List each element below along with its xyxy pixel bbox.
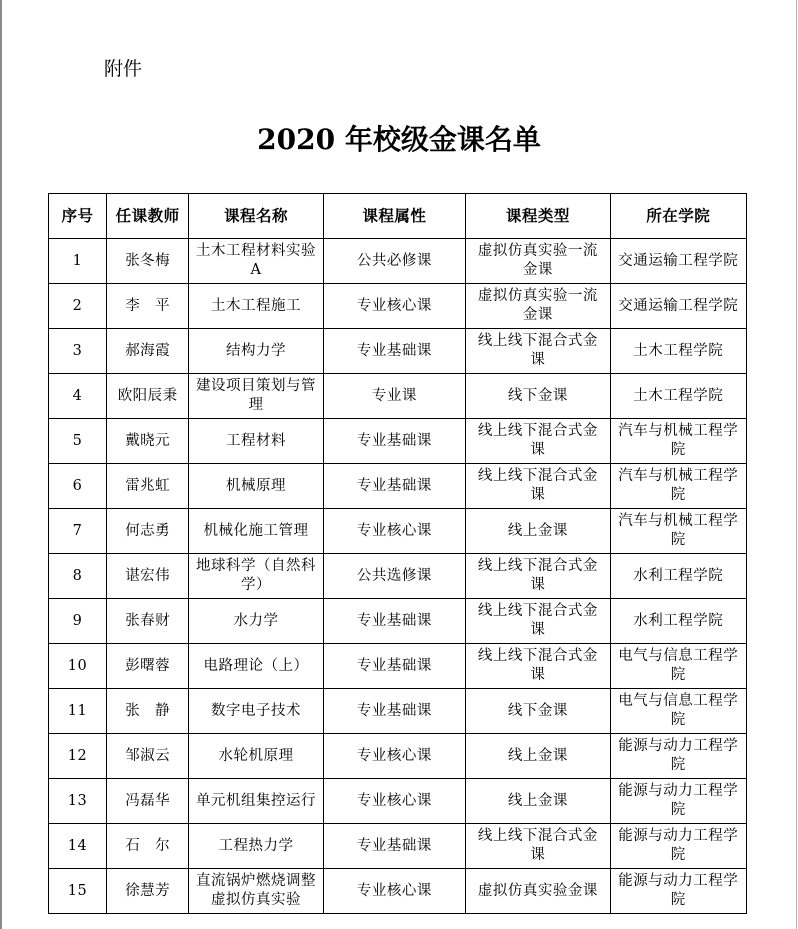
table-header-row <box>49 194 747 239</box>
cell-course-type: 线上线下混合式金课 <box>466 824 610 869</box>
cell-course-attribute: 专业核心课 <box>323 869 465 914</box>
table-row <box>49 464 747 509</box>
cell-course-attribute: 专业课 <box>323 374 465 419</box>
table-row <box>49 329 747 374</box>
cell-course-attribute: 专业基础课 <box>323 329 465 374</box>
table-row <box>49 824 747 869</box>
cell-course-attribute: 专业核心课 <box>323 734 465 779</box>
cell-teacher: 欧阳辰秉 <box>106 374 188 419</box>
header-teacher: 任课教师 <box>106 194 188 239</box>
cell-course-type: 线上金课 <box>466 734 610 779</box>
cell-college: 土木工程学院 <box>610 329 746 374</box>
table-row <box>49 239 747 284</box>
cell-index: 9 <box>49 599 107 644</box>
cell-index: 7 <box>49 509 107 554</box>
cell-course-type: 线上线下混合式金课 <box>466 464 610 509</box>
cell-college: 水利工程学院 <box>610 599 746 644</box>
cell-teacher: 张冬梅 <box>106 239 188 284</box>
cell-college: 电气与信息工程学院 <box>610 644 746 689</box>
cell-course-name: 水力学 <box>189 599 323 644</box>
cell-course-name: 机械原理 <box>189 464 323 509</box>
table-row <box>49 419 747 464</box>
cell-college: 能源与动力工程学院 <box>610 734 746 779</box>
cell-teacher: 李 平 <box>106 284 188 329</box>
header-course-type: 课程类型 <box>466 194 610 239</box>
table-row <box>49 509 747 554</box>
cell-course-name: 电路理论（上） <box>189 644 323 689</box>
cell-teacher: 邹淑云 <box>106 734 188 779</box>
cell-course-attribute: 公共选修课 <box>323 554 465 599</box>
cell-index: 12 <box>49 734 107 779</box>
cell-teacher: 戴晓元 <box>106 419 188 464</box>
table-row <box>49 869 747 914</box>
cell-course-type: 线上金课 <box>466 779 610 824</box>
cell-college: 水利工程学院 <box>610 554 746 599</box>
cell-course-attribute: 专业基础课 <box>323 689 465 734</box>
table-row <box>49 284 747 329</box>
cell-index: 10 <box>49 644 107 689</box>
cell-college: 交通运输工程学院 <box>610 239 746 284</box>
cell-college: 能源与动力工程学院 <box>610 779 746 824</box>
cell-index: 1 <box>49 239 107 284</box>
cell-course-name: 土木工程材料实验 A <box>189 239 323 284</box>
cell-index: 4 <box>49 374 107 419</box>
cell-course-attribute: 专业基础课 <box>323 824 465 869</box>
cell-teacher: 雷兆虹 <box>106 464 188 509</box>
header-course-attribute: 课程属性 <box>323 194 465 239</box>
header-index: 序号 <box>49 194 107 239</box>
header-college: 所在学院 <box>610 194 746 239</box>
cell-college: 土木工程学院 <box>610 374 746 419</box>
cell-teacher: 张 静 <box>106 689 188 734</box>
cell-index: 13 <box>49 779 107 824</box>
cell-course-name: 工程热力学 <box>189 824 323 869</box>
cell-index: 2 <box>49 284 107 329</box>
cell-course-name: 直流锅炉燃烧调整虚拟仿真实验 <box>189 869 323 914</box>
cell-college: 能源与动力工程学院 <box>610 824 746 869</box>
table-body <box>49 239 747 914</box>
cell-course-name: 工程材料 <box>189 419 323 464</box>
cell-course-attribute: 专业核心课 <box>323 779 465 824</box>
header-course-name: 课程名称 <box>189 194 323 239</box>
golden-course-table <box>48 193 747 914</box>
cell-teacher: 谌宏伟 <box>106 554 188 599</box>
document-title: 2020 年校级金课名单 <box>257 123 541 156</box>
cell-teacher: 何志勇 <box>106 509 188 554</box>
cell-index: 3 <box>49 329 107 374</box>
cell-teacher: 石 尔 <box>106 824 188 869</box>
cell-index: 8 <box>49 554 107 599</box>
cell-course-name: 数字电子技术 <box>189 689 323 734</box>
cell-college: 汽车与机械工程学院 <box>610 509 746 554</box>
cell-course-type: 虚拟仿真实验一流金课 <box>466 239 610 284</box>
cell-course-type: 虚拟仿真实验一流金课 <box>466 284 610 329</box>
cell-college: 汽车与机械工程学院 <box>610 419 746 464</box>
attachment-label: 附件 <box>104 58 143 80</box>
table-row <box>49 374 747 419</box>
cell-course-type: 线上金课 <box>466 509 610 554</box>
cell-college: 能源与动力工程学院 <box>610 869 746 914</box>
cell-course-name: 水轮机原理 <box>189 734 323 779</box>
cell-index: 11 <box>49 689 107 734</box>
cell-course-type: 虚拟仿真实验金课 <box>466 869 610 914</box>
cell-course-type: 线上线下混合式金课 <box>466 419 610 464</box>
cell-course-type: 线下金课 <box>466 689 610 734</box>
cell-course-attribute: 公共必修课 <box>323 239 465 284</box>
cell-teacher: 郝海霞 <box>106 329 188 374</box>
table-row <box>49 779 747 824</box>
cell-course-type: 线上线下混合式金课 <box>466 329 610 374</box>
cell-college: 汽车与机械工程学院 <box>610 464 746 509</box>
cell-course-name: 地球科学（自然科学） <box>189 554 323 599</box>
cell-teacher: 徐慧芳 <box>106 869 188 914</box>
cell-course-name: 机械化施工管理 <box>189 509 323 554</box>
cell-course-attribute: 专业基础课 <box>323 644 465 689</box>
cell-index: 15 <box>49 869 107 914</box>
cell-course-attribute: 专业基础课 <box>323 464 465 509</box>
cell-index: 6 <box>49 464 107 509</box>
cell-course-name: 结构力学 <box>189 329 323 374</box>
cell-course-attribute: 专业基础课 <box>323 599 465 644</box>
cell-course-attribute: 专业基础课 <box>323 419 465 464</box>
table-row <box>49 644 747 689</box>
cell-teacher: 彭曙蓉 <box>106 644 188 689</box>
cell-course-attribute: 专业核心课 <box>323 509 465 554</box>
cell-index: 5 <box>49 419 107 464</box>
cell-course-type: 线下金课 <box>466 374 610 419</box>
cell-index: 14 <box>49 824 107 869</box>
cell-course-type: 线上线下混合式金课 <box>466 554 610 599</box>
cell-college: 电气与信息工程学院 <box>610 689 746 734</box>
cell-teacher: 冯磊华 <box>106 779 188 824</box>
table-row <box>49 599 747 644</box>
cell-course-attribute: 专业核心课 <box>323 284 465 329</box>
cell-course-type: 线上线下混合式金课 <box>466 644 610 689</box>
table-row <box>49 689 747 734</box>
table-row <box>49 554 747 599</box>
cell-college: 交通运输工程学院 <box>610 284 746 329</box>
cell-course-type: 线上线下混合式金课 <box>466 599 610 644</box>
cell-course-name: 单元机组集控运行 <box>189 779 323 824</box>
cell-course-name: 土木工程施工 <box>189 284 323 329</box>
cell-course-name: 建设项目策划与管理 <box>189 374 323 419</box>
cell-teacher: 张春财 <box>106 599 188 644</box>
table-row <box>49 734 747 779</box>
